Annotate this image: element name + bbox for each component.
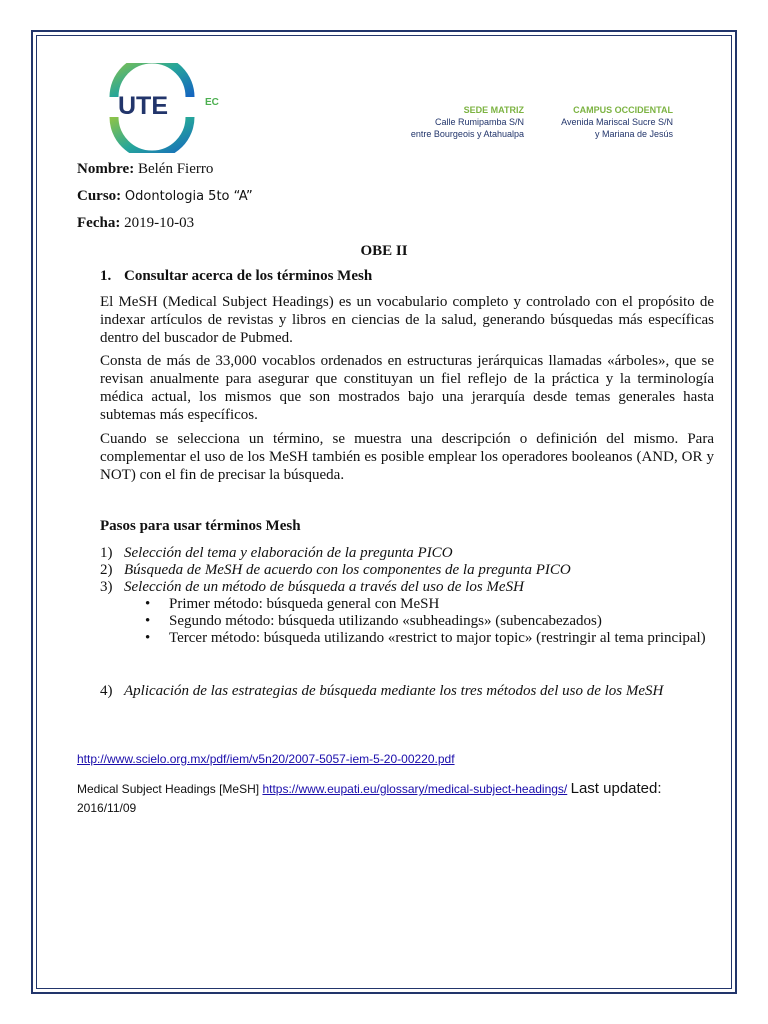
bullet-text: Segundo método: búsqueda utilizando «subheadings» (subencabezados) <box>169 613 602 629</box>
sede-matriz-line1: Calle Rumipamba S/N <box>434 117 524 127</box>
reference-last-updated: Last updated: <box>570 780 662 797</box>
bullet-icon: • <box>145 630 151 646</box>
paragraph-3: Cuando se selecciona un término, se muestra una descripción o definición del mismo. Para complementar el uso de los MeSH también es posible emplear los operadores booleanos (AND, OR y NOT) con el fin de precisar la búsqueda. <box>100 431 714 483</box>
step-number: 3) <box>100 579 113 595</box>
step-item-4 <box>100 683 663 700</box>
eupati-link[interactable]: https://www.eupati.eu/glossary/medical-subject-headings/ <box>262 782 568 796</box>
bullet-item <box>145 630 714 647</box>
logo-suffix: EC <box>205 97 219 108</box>
nombre-value: Belén Fierro <box>137 161 214 177</box>
step-text: Búsqueda de MeSH de acuerdo con los componentes de la pregunta PICO <box>124 562 571 578</box>
reference-prefix: Medical Subject Headings [MeSH] <box>77 782 260 796</box>
nombre-label: Nombre: <box>77 161 135 177</box>
step-text: Selección de un método de búsqueda a través del uso de los MeSH <box>124 579 524 595</box>
step-text: Selección del tema y elaboración de la pregunta PICO <box>124 545 453 561</box>
logo-text: UTE <box>118 92 168 120</box>
curso-value: Odontologia 5to “A” <box>124 189 253 204</box>
nombre-line <box>77 161 213 178</box>
page-border-inner <box>36 35 732 989</box>
method-bullets <box>100 596 714 647</box>
section1-heading <box>100 268 372 285</box>
fecha-line <box>77 215 194 232</box>
curso-line <box>77 188 253 205</box>
steps-heading: Pasos para usar términos Mesh <box>100 518 301 534</box>
curso-label: Curso: <box>77 188 122 204</box>
step-item <box>100 562 714 579</box>
campus-occidental-address <box>532 104 673 140</box>
campus-occidental-line1: Avenida Mariscal Sucre S/N <box>561 117 673 127</box>
reference-mesh <box>77 779 677 818</box>
bullet-icon: • <box>145 596 151 612</box>
campus-occidental-line2: y Mariana de Jesús <box>594 129 673 139</box>
paragraph-2: Consta de más de 33,000 vocablos ordenados en estructuras jerárquicas llamadas «árboles», que se revisan anualmente para asegurar que constituyan un fiel reflejo de la práctica y la terminología médica actual, los mismos que son mostrados bajo una jerarquía desde temas generales hasta subtemas más específicos. <box>100 353 714 423</box>
sede-matriz-line2: entre Bourgeois y Atahualpa <box>410 129 524 139</box>
steps-list <box>100 545 714 647</box>
reference-date: 2016/11/09 <box>77 801 137 815</box>
bullet-item <box>145 613 714 630</box>
step-text: Aplicación de las estrategias de búsqueda mediante los tres métodos del uso de los MeSH <box>124 683 664 699</box>
step-number: 2) <box>100 562 113 578</box>
document-title: OBE II <box>360 243 408 259</box>
scielo-link[interactable]: http://www.scielo.org.mx/pdf/iem/v5n20/2007-5057-iem-5-20-00220.pdf <box>77 752 455 766</box>
campus-occidental-title: CAMPUS OCCIDENTAL <box>573 105 673 115</box>
step-number: 4) <box>100 683 113 699</box>
section1-heading-text: Consultar acerca de los términos Mesh <box>124 268 373 284</box>
bullet-text: Tercer método: búsqueda utilizando «restrict to major topic» (restringir al tema principal) <box>169 630 706 646</box>
fecha-value: 2019-10-03 <box>124 215 195 231</box>
bullet-icon: • <box>145 613 151 629</box>
bullet-item <box>145 596 714 613</box>
fecha-label: Fecha: <box>77 215 121 231</box>
section1-number: 1. <box>100 268 112 284</box>
sede-matriz-title: SEDE MATRIZ <box>463 105 524 115</box>
paragraph-1: El MeSH (Medical Subject Headings) es un vocabulario completo y controlado con el propósito de indexar artículos de revistas y libros en ciencias de la salud, generando búsquedas más específicas dentro del buscador de Pubmed. <box>100 294 714 346</box>
step-item <box>100 579 714 596</box>
sede-matriz-address <box>380 104 524 140</box>
bullet-text: Primer método: búsqueda general con MeSH <box>169 596 440 612</box>
step-number: 1) <box>100 545 113 561</box>
step-item <box>100 545 714 562</box>
